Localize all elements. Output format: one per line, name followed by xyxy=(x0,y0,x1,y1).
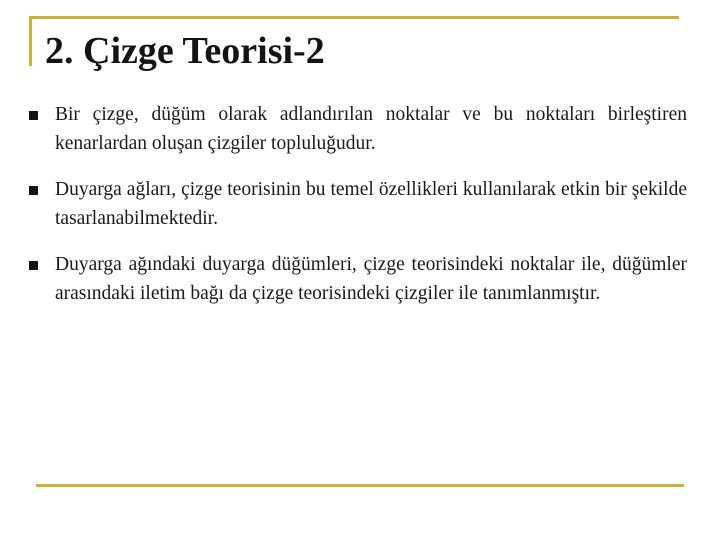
title-frame-left-line xyxy=(29,16,32,66)
bullet-list xyxy=(25,100,687,308)
square-bullet-icon xyxy=(29,186,38,195)
bullet-item-3 xyxy=(25,250,687,308)
square-bullet-icon xyxy=(29,111,38,120)
slide-title: 2. Çizge Teorisi-2 xyxy=(45,30,325,72)
square-bullet-icon xyxy=(29,261,38,270)
bullet-text-2: Duyarga ağları, çizge teorisinin bu temel özellikleri kullanılarak etkin bir şekilde tasarlanabilmektedir. xyxy=(55,179,687,229)
bullet-text-1: Bir çizge, düğüm olarak adlandırılan noktalar ve bu noktaları birleştiren kenarlardan oluşan çizgiler topluluğudur. xyxy=(55,104,687,154)
footer-divider-line xyxy=(36,484,684,487)
bullet-text-3: Duyarga ağındaki duyarga düğümleri, çizge teorisindeki noktalar ile, düğümler arasındaki iletim bağı da çizge teorisindeki çizgiler ile tanımlanmıştır. xyxy=(55,254,687,304)
title-frame-top-line xyxy=(29,16,679,19)
bullet-item-1 xyxy=(25,100,687,158)
bullet-item-2 xyxy=(25,175,687,233)
